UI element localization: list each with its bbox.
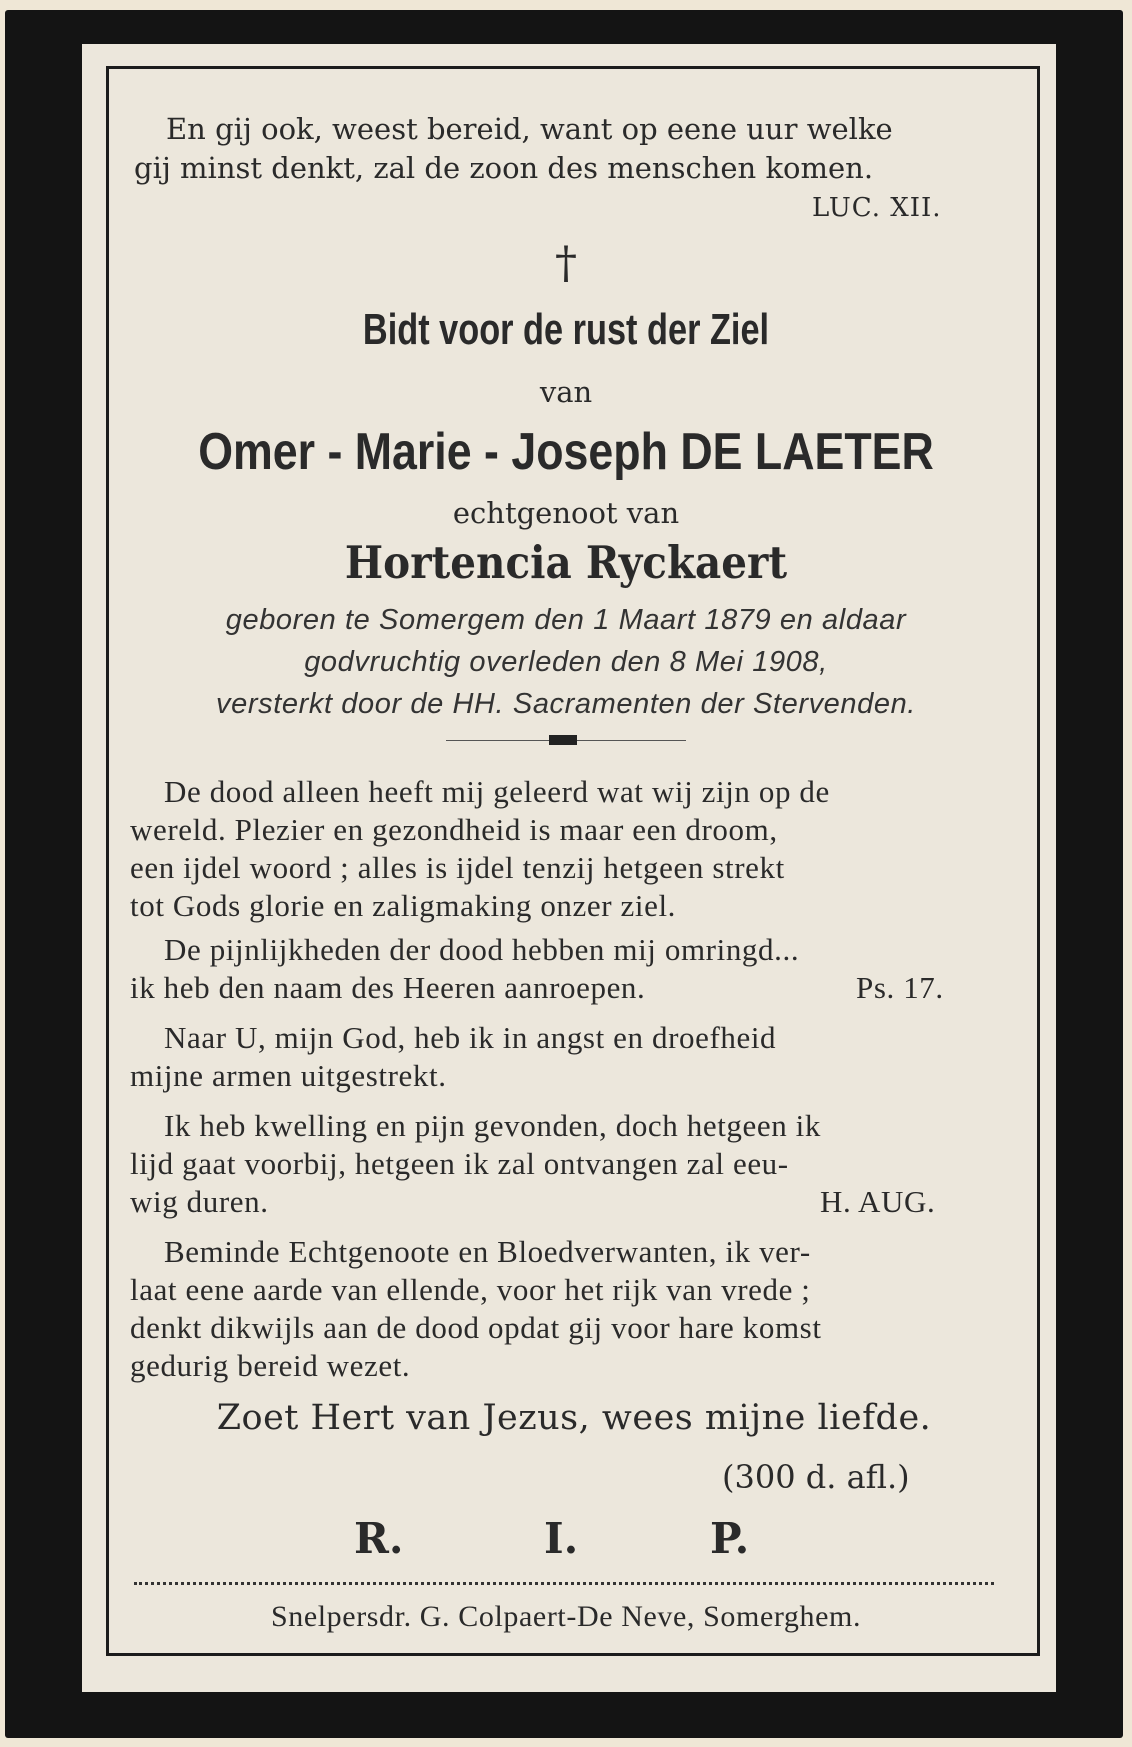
prayer-title: Bidt voor de rust der Ziel (362, 305, 770, 354)
paragraph-3-line-1: Naar U, mijn God, heb ik in angst en droefheid (164, 1020, 777, 1055)
indulgence-note: (300 d. afl.) (722, 1458, 910, 1496)
epigraph-line-2: gij minst denkt, zal de zoon des menschen komen. (134, 151, 874, 185)
dotted-divider (134, 1582, 994, 1585)
paragraph-5-line-4: gedurig bereid wezet. (130, 1348, 411, 1383)
paragraph-4-line-3: wig duren. (130, 1184, 269, 1219)
cross-icon: † (555, 238, 577, 289)
spouse-name: Hortencia Ryckaert (344, 536, 788, 589)
paragraph-5-line-3: denkt dikwijls aan de dood opdat gij voor hare komst (130, 1310, 822, 1345)
paragraph-4-reference: H. AUG. (820, 1184, 936, 1219)
paragraph-4-line-1: Ik heb kwelling en pijn gevonden, doch hetgeen ik (164, 1108, 821, 1143)
paragraph-1-line-3: een ijdel woord ; alles is ijdel tenzij hetgeen strekt (130, 850, 785, 885)
paragraph-5-line-1: Beminde Echtgenoote en Bloedverwanten, ik ver- (164, 1234, 811, 1269)
paragraph-4-line-2: lijd gaat voorbij, hetgeen ik zal ontvangen zal eeu- (130, 1146, 789, 1181)
birth-death-line-3: versterkt door de HH. Sacramenten der Stervenden. (216, 688, 916, 720)
rip-i: I. (544, 1514, 579, 1563)
paragraph-1-line-2: wereld. Plezier en gezondheid is maar een droom, (130, 812, 778, 847)
epigraph-reference: LUC. XII. (812, 193, 942, 223)
paragraph-1-line-1: De dood alleen heeft mij geleerd wat wij zijn op de (164, 774, 830, 809)
deceased-name: Omer - Marie - Joseph DE LAETER (198, 423, 934, 481)
separator-ornament (549, 735, 577, 745)
birth-death-line-1: geboren te Somergem den 1 Maart 1879 en aldaar (225, 604, 907, 636)
birth-death-line-2: godvruchtig overleden den 8 Mei 1908, (304, 646, 828, 678)
paragraph-2-line-2: ik heb den naam des Heeren aanroepen. (130, 970, 646, 1005)
epigraph-line-1: En gij ook, weest bereid, want op eene uur welke (166, 112, 893, 146)
paragraph-3-line-2: mijne armen uitgestrekt. (130, 1058, 447, 1093)
spouse-label: echtgenoot van (452, 496, 680, 530)
rip-r: R. (354, 1514, 404, 1563)
printer-credit: Snelpersdr. G. Colpaert-De Neve, Somerghem. (270, 1600, 862, 1633)
rip-p: P. (710, 1514, 750, 1563)
paragraph-1-line-4: tot Gods glorie en zaligmaking onzer ziel. (130, 888, 677, 923)
van-label: van (539, 375, 593, 409)
paragraph-2-reference: Ps. 17. (856, 970, 944, 1005)
paragraph-2-line-1: De pijnlijkheden der dood hebben mij omringd... (164, 932, 800, 967)
invocation: Zoet Hert van Jezus, wees mijne liefde. (216, 1398, 932, 1438)
paragraph-5-line-2: laat eene aarde van ellende, voor het rijk van vrede ; (130, 1272, 811, 1307)
